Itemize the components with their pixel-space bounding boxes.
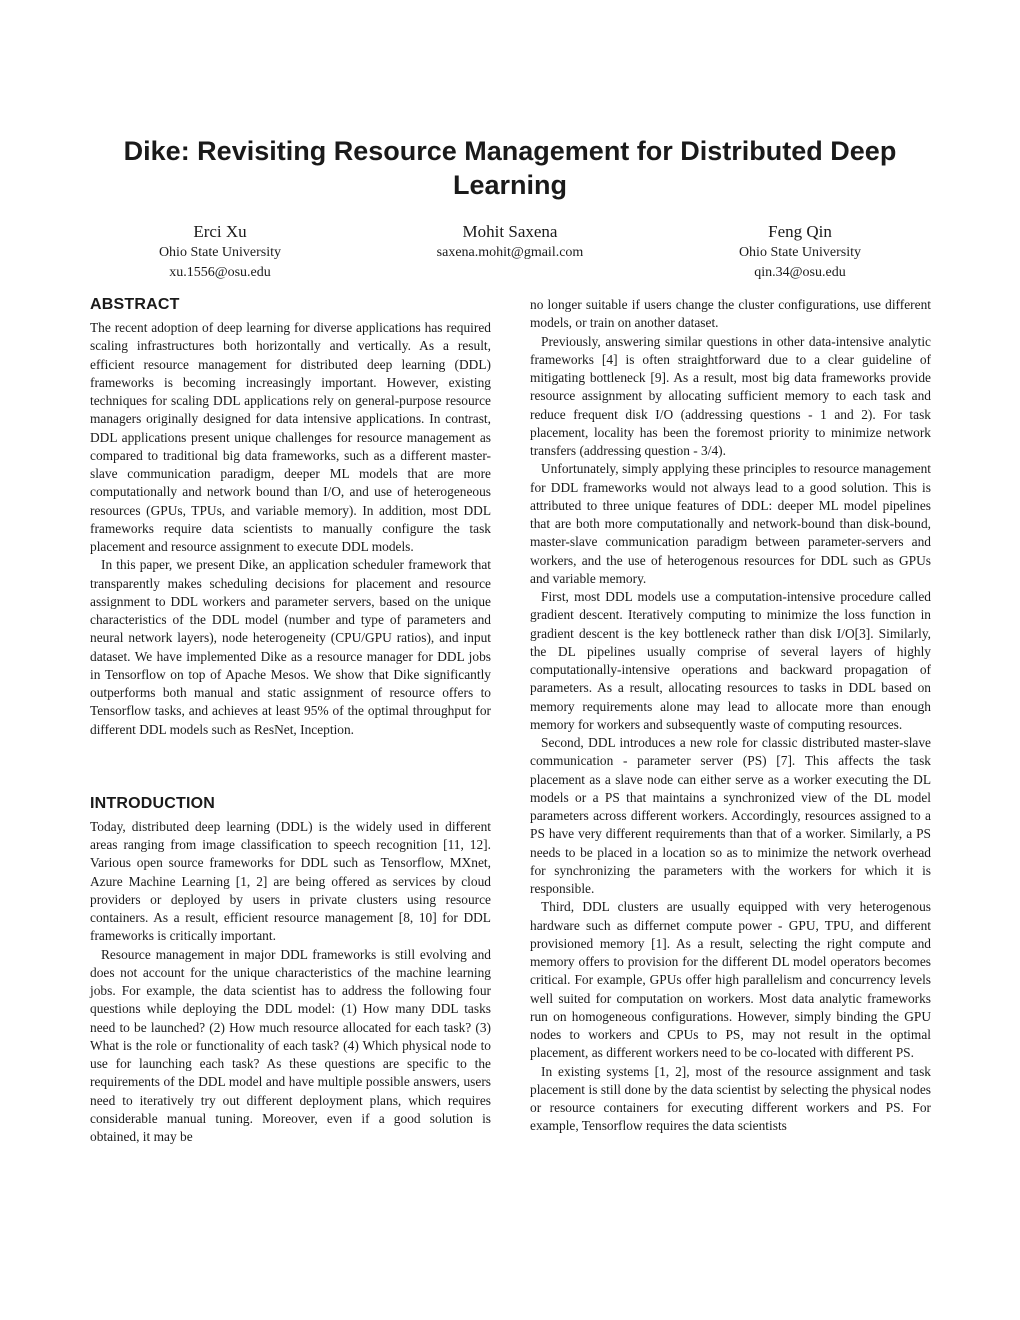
author-name: Erci Xu bbox=[193, 222, 247, 241]
abstract-paragraph: In this paper, we present Dike, an application scheduler framework that transparently makes scheduling decisions for placement and resource assignment to DDL workers and parameter servers, based on the unique characteristics of the DDL model (number and type of parameters and neural network layers), node heterogeneity (CPU/GPU ratios), and input dataset. We have implemented Dike as a resource manager for DDL jobs in Tensorflow on top of Apache Mesos. We show that Dike significantly outperforms both manual and static assignment of resource offers to Tensorflow tasks, and achieves at least 95% of the optimal throughput for different DDL models such as ResNet, Inception. bbox=[90, 557, 491, 737]
author-erci-xu bbox=[100, 221, 340, 283]
author-name: Mohit Saxena bbox=[462, 222, 558, 241]
paper-title: Dike: Revisiting Resource Management for Distributed Deep Learning bbox=[123, 136, 897, 200]
author-affiliation: Ohio State University bbox=[738, 245, 862, 260]
author-email: qin.34@osu.edu bbox=[754, 265, 846, 280]
author-affiliation: Ohio State University bbox=[158, 245, 282, 260]
author-block bbox=[100, 221, 920, 283]
left-column bbox=[90, 296, 491, 1146]
author-email: saxena.mohit@gmail.com bbox=[436, 245, 584, 260]
author-feng-qin bbox=[680, 221, 920, 283]
author-email: xu.1556@osu.edu bbox=[169, 265, 271, 280]
intro-paragraph: In existing systems [1, 2], most of the resource assignment and task placement is still done by the data scientist by selecting the physical nodes or resource containers for executing different workers and PS. For example, Tensorflow requires the data scientists bbox=[530, 1063, 931, 1134]
introduction-heading: INTRODUCTION bbox=[90, 794, 216, 812]
right-column bbox=[530, 296, 931, 1136]
author-mohit-saxena bbox=[390, 221, 630, 283]
abstract-paragraph: The recent adoption of deep learning for diverse applications has required scaling infrastructures both horizontally and vertically. As a result, efficient resource management for distributed deep learning (DDL) frameworks is becoming increasingly important. However, existing techniques for scaling DDL applications rely on general-purpose resource managers originally designed for data intensive applications. In contrast, DDL applications present unique challenges for resource management as compared to traditional big data frameworks, such as a different master-slave communication paradigm, deeper ML models that are more computationally and network bound than I/O, and use of heterogeneous resources (GPUs, TPUs, and variable memory). In addition, most DDL frameworks require data scientists to manually configure the task placement and resource assignment to execute DDL models. bbox=[90, 320, 491, 554]
intro-paragraph: Unfortunately, simply applying these principles to resource management for DDL frameworks would not always lead to a good solution. This is attributed to three unique features of DDL: deeper ML model pipelines that are both more computationally and network-bound than disk-bound, master-slave communication paradigm between parameter-servers and workers, and the use of heterogenous resources for DDL such as GPUs and variable memory. bbox=[530, 461, 931, 586]
intro-paragraph: Resource management in major DDL frameworks is still evolving and does not account for the unique characteristics of the machine learning jobs. For example, the data scientist has to address the following four questions while deploying the DDL model: (1) How many DDL tasks need to be launched? (2) How much resource allocated for each task? (3) What is the role or functionality of each task? (4) Which physical node to use for launching each task? As these questions are specific to the requirements of the DDL model and have multiple possible answers, users need to iteratively try out different deployment plans, which requires considerable manual tuning. Moreover, even if a good solution is obtained, it may be bbox=[90, 946, 491, 1144]
intro-paragraph: Today, distributed deep learning (DDL) is the widely used in different areas ranging from image classification to speech recognition [11, 12]. Various open source frameworks for DDL such as Tensorflow, MXnet, Azure Machine Learning [1, 2] are being offered as services by cloud providers or deployed by users in private clusters using resource containers. As a result, efficient resource management [8, 10] for DDL frameworks is critically important. bbox=[90, 818, 491, 944]
intro-paragraph: Second, DDL introduces a new role for classic distributed master-slave communication - parameter server (PS) [7]. This affects the task placement as a slave node can either serve as a worker executing the DL models or a PS that maintains a synchronized view of the DL model parameters across different workers. Accordingly, resources assigned to a PS have very different requirements than that of a worker. Similarly, a PS needs to be placed in a location so as to minimize the network overhead for synchronizing the parameters with the workers for which it is responsible. bbox=[530, 735, 931, 896]
author-name: Feng Qin bbox=[768, 222, 832, 241]
intro-paragraph: First, most DDL models use a computation-intensive procedure called gradient descent. Iteratively computing to minimize the loss function in gradient descent is the key bottleneck rather than disk I/O[3]. Similarly, the DL pipelines usually comprise of several layers of highly computationally-intensive operations and backward propagation of parameters. As a result, allocating resources to tasks in DDL based on memory requirements alone may lead to allocate more than enough memory for workers and subsequently waste of computing resources. bbox=[530, 589, 931, 732]
intro-paragraph: Third, DDL clusters are usually equipped with very heterogenous hardware such as differnet compute power - GPU, TPU, and different provisioned memory [1]. As a result, selecting the right compute and memory offers to provision for the different DL model operators becomes critical. For example, GPUs offer high parallelism and concurrency levels well suited for computation on workers. Most data analytic frameworks run on homogeneous configurations. However, simply binding the GPU nodes to workers and CPUs to PS, may not result in the optimal placement, as different workers need to be co-located with different PS. bbox=[530, 899, 931, 1061]
intro-paragraph-continued: no longer suitable if users change the cluster configurations, use different models, or train on another dataset. bbox=[530, 297, 931, 331]
abstract-heading: ABSTRACT bbox=[90, 296, 180, 313]
intro-paragraph: Previously, answering similar questions in other data-intensive analytic frameworks [4] is often straightforward due to a clear guideline of mitigating bottleneck [9]. As a result, most big data frameworks provide resource assignment by allocating sufficient memory to each task and reduce frequent disk I/O (addressing questions - 1 and 2). For task placement, locality has been the foremost priority to minimize network transfers (addressing question - 3/4). bbox=[530, 333, 931, 458]
